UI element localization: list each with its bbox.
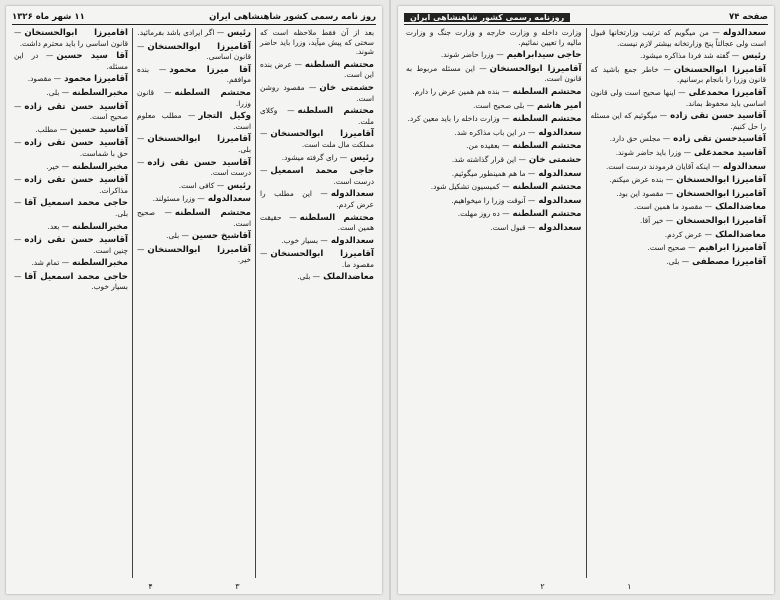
transcript-entry <box>591 51 767 62</box>
speaker-name: امیر هاشم <box>537 100 582 111</box>
speaker-name: آقامیرزا مصطفی <box>692 256 766 267</box>
speech-text: — بسیار خوب. <box>14 271 128 292</box>
right-header-title: روزنامه رسمی کشور شاهنشاهی ایران <box>404 13 570 22</box>
speaker-name: آقامیرزا محمود <box>64 74 128 85</box>
speech-text: — درست است. <box>137 157 251 178</box>
speech-text: — این مسئله مربوط به قانون است. <box>406 63 582 84</box>
speech-text: — درست است. <box>260 166 374 186</box>
speech-text: — صحیح است. <box>647 243 696 253</box>
transcript-entry <box>14 102 128 122</box>
speaker-name: آقامیرزا ابوالحسنخان <box>24 28 128 38</box>
speech-text: — حقیقت همین است. <box>260 212 374 233</box>
speaker-name: حشمتی خان <box>528 154 582 165</box>
speaker-name: حاجی سیدابراهیم <box>506 50 582 61</box>
speaker-name: حاجی محمد اسمعیل آقا <box>24 271 128 282</box>
speech-text: — بلی صحیح است. <box>472 100 534 110</box>
transcript-entry <box>260 106 374 126</box>
speech-text: — خیر آقا. <box>640 215 674 225</box>
speaker-name: محتشم السلطنه <box>174 207 251 218</box>
transcript-entry <box>406 101 582 112</box>
speaker-name: معاضدالملک <box>323 272 374 283</box>
transcript-entry <box>406 87 582 98</box>
speech-text: — بعقیده من. <box>466 141 510 151</box>
transcript-entry <box>406 223 582 234</box>
speaker-name: رئیس <box>350 152 374 163</box>
speaker-name: حاجی محمد اسمعیل <box>270 166 374 177</box>
speech-text: — آنوقت وزرا را میخواهیم. <box>451 195 536 205</box>
speech-text: — بلی. <box>166 231 189 241</box>
speech-text: — قبول است. <box>490 222 536 232</box>
transcript-entry <box>591 148 767 159</box>
speaker-name: محتشم السلطنه <box>304 59 374 70</box>
speech-text: — در این مسئله. <box>14 51 128 71</box>
speaker-name: محتشم السلطنه <box>297 106 374 117</box>
speaker-name: رئیس <box>227 180 251 191</box>
transcript-entry <box>137 231 251 242</box>
transcript-entry <box>406 141 582 152</box>
speaker-name: مخبرالسلطنه <box>72 87 128 98</box>
transcript-entry <box>137 42 251 62</box>
speech-text: — ده روز مهلت. <box>457 209 510 219</box>
speaker-name: آقاسید حسن تقی زاده <box>147 157 251 168</box>
speech-text: — اگر ایرادی باشد بفرمائید. <box>137 28 225 37</box>
transcript-entry <box>14 51 128 71</box>
page-fold <box>389 0 391 600</box>
transcript-entry <box>591 202 767 213</box>
speaker-name: محتشم السلطنه <box>512 182 582 193</box>
speech-text: — حق با شماست. <box>14 138 128 158</box>
speech-text: — بلی. <box>666 256 690 266</box>
transcript-entry <box>591 88 767 108</box>
speech-text: — بلی. <box>297 272 321 282</box>
speaker-name: آقامیرزا ابوالحسنخان <box>676 188 766 199</box>
speech-text: — بسیار خوب. <box>281 235 328 245</box>
speech-text: — مقصود ما. <box>260 249 374 269</box>
speaker-name: حاجی محمد اسمعیل آقا <box>24 198 128 209</box>
speaker-name: مخبرالسلطنه <box>72 161 128 172</box>
speech-text: — وکلای ملت. <box>260 106 374 126</box>
transcript-entry <box>406 28 582 47</box>
transcript-entry <box>137 134 251 154</box>
speech-text: — مقصود ما همین است. <box>633 202 713 212</box>
speaker-name: سعدالدوله <box>207 194 251 205</box>
transcript-entry <box>260 272 374 283</box>
speaker-name: معاضدالملک <box>715 202 766 213</box>
speech-text: بعد از آن فقط ملاحظه است که سختی که پیش میآید، وزرا باید حاضر شوند. <box>260 28 374 57</box>
speech-text: — در این باب مذاکره شد. <box>454 127 536 137</box>
left-columns <box>10 28 378 578</box>
right-newspaper-page <box>398 6 774 594</box>
speech-text: — اینها صحیح است ولی قانون اساسی باید محفوظ بماند. <box>590 87 766 108</box>
transcript-entry <box>14 198 128 218</box>
speaker-name: آقامیرزا محمدعلی <box>688 87 766 98</box>
speaker-name: آقاسید حسن تقی زاده <box>24 175 128 186</box>
speaker-name: آقامیرزا ابوالحسنخان <box>676 175 766 186</box>
transcript-entry <box>14 88 128 99</box>
speech-text: — وزرا مسئولند. <box>152 194 205 204</box>
transcript-entry <box>260 153 374 164</box>
transcript-entry <box>14 258 128 269</box>
speaker-name: آقامیرزا ابوالحسنخان <box>676 215 766 226</box>
speaker-name: محتشم السلطنه <box>174 87 251 98</box>
right-footer-number-b: ۲ <box>540 582 545 591</box>
speaker-name: مخبرالسلطنه <box>72 258 128 269</box>
speaker-name: آقامیرزا ابوالحسنخان <box>270 129 374 140</box>
speech-text: — وزرا حاضر شوند. <box>440 50 504 60</box>
transcript-entry <box>591 162 767 173</box>
speaker-name: آقا میرزا محمود <box>169 64 251 75</box>
transcript-entry <box>591 134 767 145</box>
speech-text: — بلی. <box>14 198 128 218</box>
transcript-entry <box>260 166 374 186</box>
speech-text: — قانون اساسی را باید محترم داشت. <box>14 28 128 48</box>
speaker-name: آقامیرزا ابوالحسنخان <box>270 249 374 260</box>
transcript-entry <box>14 162 128 173</box>
transcript-entry <box>260 60 374 80</box>
speech-text: — چنین است. <box>14 235 128 255</box>
speech-text: — اینکه آقایان فرمودند درست است. <box>605 161 720 171</box>
speech-text: — بنده هم همین عرض را دارم. <box>412 86 510 96</box>
left-newspaper-page <box>6 6 382 594</box>
left-footer-number-a: ۳ <box>235 582 240 591</box>
speaker-name: سعدالدوله <box>330 235 374 246</box>
speaker-name: آقاسید حسین <box>70 124 128 135</box>
left-header-title: روز نامه رسمی کشور شاهنشاهی ایران <box>209 12 376 22</box>
speech-text: — تمام شد. <box>31 258 70 268</box>
speaker-name: محتشم السلطنه <box>512 209 582 220</box>
speech-text: — گفته شد فردا مذاکره میشود. <box>639 51 740 61</box>
speaker-name: رئیس <box>227 28 251 38</box>
speaker-name: سعدالدوله <box>538 195 582 206</box>
right-footer <box>398 582 774 591</box>
transcript-entry <box>260 236 374 247</box>
speech-text: — بعد. <box>47 221 70 231</box>
speaker-name: محتشم السلطنه <box>512 114 582 125</box>
left-running-head <box>12 10 376 25</box>
speech-text: — من میگویم که ترتیب وزارتخانها قبول است ولی عجالتاً پنج وزارتخانه بیشتر لازم نیست. <box>590 28 766 48</box>
speech-text: وزارت داخله و وزارت خارجه و وزارت جنگ و وزارت مالیه را تعیین نمائیم. <box>406 28 582 47</box>
transcript-entry <box>137 65 251 85</box>
transcript-entry <box>406 182 582 193</box>
speech-text: — مطلب معلوم است. <box>137 111 251 131</box>
speaker-name: محتشم السلطنه <box>512 86 582 97</box>
transcript-entry <box>260 249 374 269</box>
speech-text: — صحیح است. <box>137 207 251 228</box>
transcript-entry <box>14 235 128 255</box>
transcript-entry <box>591 28 767 48</box>
speech-text: — وزارت داخله را باید معین کرد. <box>407 114 510 124</box>
transcript-entry <box>591 189 767 200</box>
right-column-1 <box>587 28 771 578</box>
speech-text: — رای گرفته میشود. <box>281 152 348 162</box>
transcript-entry <box>591 257 767 268</box>
speech-text: — وزرا باید حاضر شوند. <box>615 147 691 157</box>
left-column-1 <box>256 28 378 578</box>
speech-text: — این قرار گذاشته شد. <box>451 154 526 164</box>
speaker-name: آقاسیدحسن تقی زاده <box>673 134 766 145</box>
transcript-entry <box>14 222 128 233</box>
speech-text: — مجلس حق دارد. <box>609 134 671 144</box>
speech-text: — بنده موافقم. <box>137 64 251 85</box>
speaker-name: آقامیرزا ابوالحسنخان <box>147 41 251 52</box>
transcript-entry <box>406 196 582 207</box>
speaker-name: آقاسید حسن تقی زاده <box>24 138 128 149</box>
transcript-entry <box>591 216 767 227</box>
speech-text: — بلی. <box>137 134 251 154</box>
speech-text: — بلی. <box>46 87 70 97</box>
speaker-name: محتشم السلطنه <box>299 212 374 223</box>
transcript-entry <box>406 114 582 125</box>
transcript-entry <box>406 128 582 139</box>
speech-text: — مقصود روشن است. <box>260 82 374 103</box>
right-columns <box>402 28 770 578</box>
transcript-entry <box>14 28 128 48</box>
transcript-entry <box>591 230 767 241</box>
speech-text: — کافی است. <box>178 180 225 190</box>
transcript-entry <box>14 272 128 292</box>
speaker-name: آقامیرزا ابوالحسنخان <box>673 64 766 75</box>
speech-text: — خاطر جمع باشید که قانون وزرا را بانجام برسانیم. <box>590 64 766 85</box>
left-header-date: ۱۱ شهر ماه ۱۳۲۶ <box>12 12 85 22</box>
left-column-2 <box>133 28 256 578</box>
transcript-entry <box>591 243 767 254</box>
transcript-entry <box>260 28 374 57</box>
speaker-name: سعدالدوله <box>330 189 374 200</box>
speaker-name: آقامیرزا ابراهیم <box>698 243 766 254</box>
speaker-name: آقاسید حسن تقی زاده <box>24 101 128 112</box>
transcript-entry <box>137 181 251 192</box>
speaker-name: حشمتی خان <box>319 82 375 93</box>
speech-text: — عرض بنده این است. <box>260 59 374 80</box>
transcript-entry <box>14 125 128 136</box>
transcript-entry <box>14 175 128 195</box>
speech-text: — قانون اساسی. <box>137 41 251 62</box>
speech-text: — مطلب. <box>35 124 68 134</box>
transcript-entry <box>406 155 582 166</box>
speech-text: — قانون وزرا. <box>137 87 251 108</box>
speaker-name: رئیس <box>742 51 766 62</box>
speaker-name: آقامیرزا ابوالحسنخان <box>147 244 251 255</box>
speaker-name: سعدالدوله <box>538 222 582 233</box>
transcript-entry <box>406 50 582 61</box>
transcript-entry <box>260 83 374 103</box>
left-column-3 <box>10 28 133 578</box>
transcript-entry <box>14 74 128 85</box>
speaker-name: معاضدالملک <box>715 229 766 240</box>
speaker-name: آقاشیخ حسین <box>191 231 251 242</box>
speaker-name: آقاسید محمدعلی <box>693 147 766 158</box>
speaker-name: آقامیرزا ابوالحسنخان <box>147 134 251 145</box>
transcript-entry <box>260 189 374 209</box>
transcript-entry <box>137 158 251 178</box>
transcript-entry <box>591 65 767 85</box>
transcript-entry <box>406 209 582 220</box>
speaker-name: آقاسید حسن تقی زاده <box>24 235 128 246</box>
right-page-number: صفحه ۷۴ <box>729 12 768 22</box>
transcript-entry <box>260 129 374 149</box>
speaker-name: سعدالدوله <box>722 161 766 172</box>
transcript-entry <box>14 138 128 158</box>
speaker-name: آقامیرزا ابوالحسنخان <box>489 63 582 74</box>
right-column-2 <box>402 28 587 578</box>
transcript-entry <box>137 88 251 108</box>
right-footer-number-a: ۱ <box>627 582 632 591</box>
speaker-name: آقاسید حسن تقی زاده <box>670 111 766 122</box>
speech-text: — عرض کردم. <box>664 229 713 239</box>
speech-text: — مقصود این بود. <box>616 188 674 198</box>
speaker-name: سعدالدوله <box>538 127 582 138</box>
transcript-entry <box>137 194 251 205</box>
transcript-entry <box>260 213 374 233</box>
transcript-entry <box>137 28 251 39</box>
speaker-name: آقا سید حسین <box>56 51 129 62</box>
speech-text: — خیر. <box>137 244 251 265</box>
left-footer <box>6 582 382 591</box>
speaker-name: مخبرالسلطنه <box>72 221 128 232</box>
speech-text: — صحیح است. <box>14 101 128 122</box>
speech-text: — مذاکرات. <box>14 175 128 195</box>
speech-text: — خیر. <box>46 161 70 171</box>
speaker-name: سعدالدوله <box>538 168 582 179</box>
right-running-head <box>404 10 768 25</box>
transcript-entry <box>591 111 767 131</box>
transcript-entry <box>137 245 251 265</box>
transcript-entry <box>591 175 767 186</box>
speaker-name: سعدالدوله <box>722 28 766 38</box>
transcript-entry <box>137 208 251 228</box>
speaker-name: محتشم السلطنه <box>512 141 582 152</box>
speech-text: — ما هم همینطور میگوئیم. <box>451 168 536 178</box>
speech-text: — این مطلب را عرض کردم. <box>260 189 374 209</box>
speech-text: — بنده عرض میکنم. <box>609 175 674 185</box>
left-footer-number-b: ۴ <box>148 582 153 591</box>
speech-text: — مملکت مال ملت است. <box>260 129 374 149</box>
speech-text: — مقصود. <box>27 74 62 84</box>
speech-text: — میگوئیم که این مسئله را حل کنیم. <box>590 111 766 131</box>
transcript-entry <box>137 111 251 131</box>
transcript-entry <box>406 169 582 180</box>
speaker-name: وکیل التجار <box>198 111 252 122</box>
speech-text: — کمیسیون تشکیل شود. <box>430 182 510 192</box>
transcript-entry <box>406 64 582 84</box>
